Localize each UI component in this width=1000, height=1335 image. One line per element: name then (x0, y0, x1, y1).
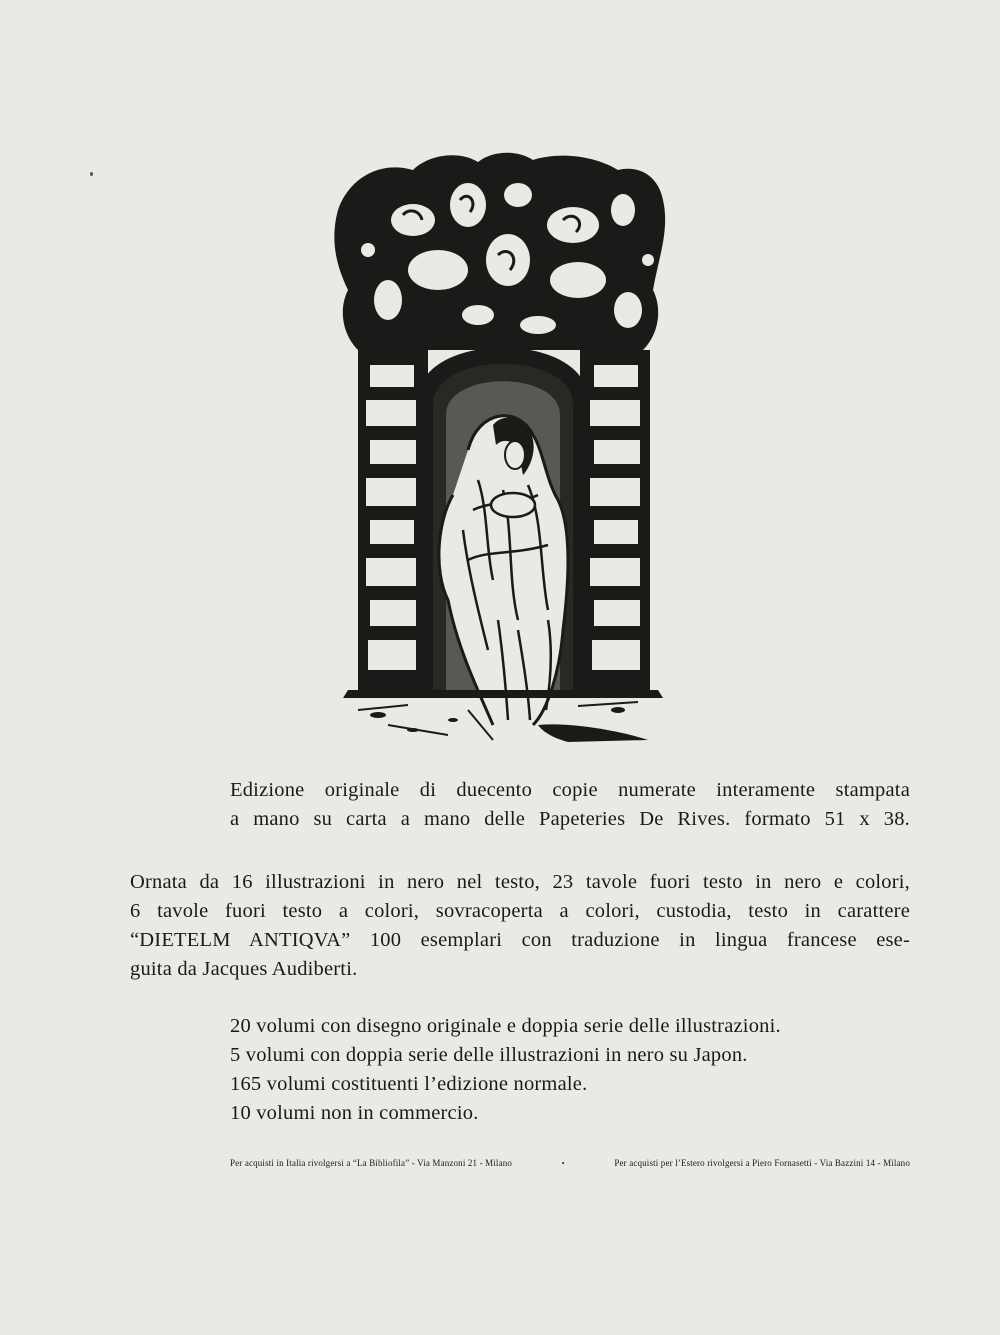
description-line: “DIETELM ANTIQVA” 100 esemplari con traduzione in lingua francese ese- (130, 929, 910, 951)
volumes-item: 10 volumi non in commercio. (230, 1102, 479, 1124)
description-line: guita da Jacques Audiberti. (130, 958, 358, 980)
description-paragraph (130, 868, 910, 984)
baroque-doorway-illustration (318, 150, 680, 750)
edition-paragraph (230, 776, 910, 834)
volumes-item: 20 volumi con disegno originale e doppia serie delle illustrazioni. (230, 1015, 781, 1037)
footer-abroad-contact: Per acquisti per l’Estero rivolgersi a Piero Fornasetti - Via Bazzini 14 - Milano (614, 1158, 910, 1168)
paper-speck (90, 172, 93, 176)
description-line: Ornata da 16 illustrazioni in nero nel testo, 23 tavole fuori testo in nero e colori, (130, 871, 910, 893)
volumes-item: 5 volumi con doppia serie delle illustrazioni in nero su Japon. (230, 1044, 748, 1066)
volumes-item: 165 volumi costituenti l’edizione normale. (230, 1073, 588, 1095)
description-line: 6 tavole fuori testo a colori, sovracoperta a colori, custodia, testo in carattere (130, 900, 910, 922)
volumes-list (230, 1012, 910, 1128)
footer-italy-contact: Per acquisti in Italia rivolgersi a “La Bibliofila” - Via Manzoni 21 - Milano (230, 1158, 513, 1168)
footer-separator: • (561, 1158, 565, 1168)
purchase-info-footer (230, 1158, 910, 1168)
edition-line: a mano su carta a mano delle Papeteries De Rives. formato 51 x 38. (230, 808, 910, 830)
edition-line: Edizione originale di duecento copie numerate interamente stampata (230, 779, 910, 801)
